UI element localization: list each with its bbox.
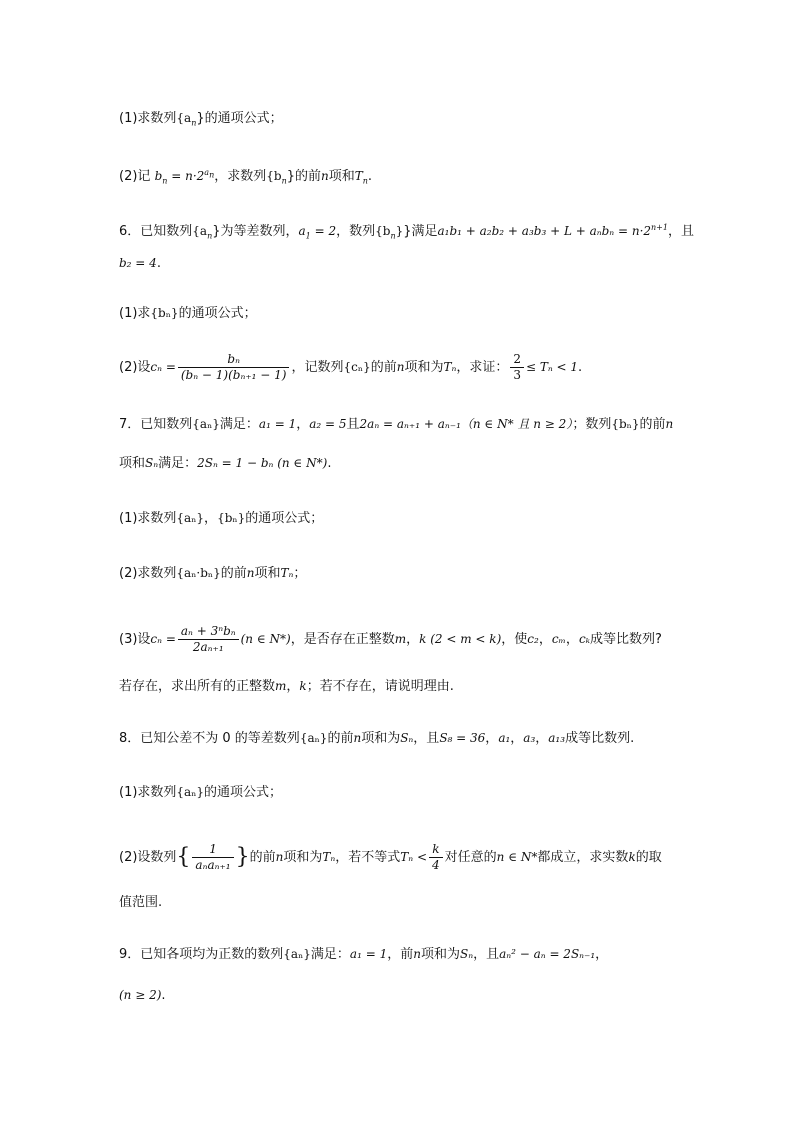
q8-p1tail: 的通项公式；: [204, 785, 283, 800]
q7-cond2: a₂ = 5: [309, 417, 347, 431]
q7-p1b: {bₙ}: [217, 511, 246, 525]
q8-fnum: 1: [192, 842, 233, 858]
q6-p2mid4: ，求证：: [456, 360, 509, 375]
q8-p2n: n: [275, 850, 284, 864]
right-brace-icon: }: [235, 844, 250, 870]
q7-p2: (2)求数列: [119, 566, 177, 581]
q7-p3sep3: ，: [565, 632, 579, 647]
q8-p2T: Tₙ: [322, 850, 336, 864]
q6-a1: $a_1 = 2$: [298, 224, 337, 241]
q8-a13: a₁₃: [548, 731, 566, 745]
q6-seq-a: {$a_n$: [192, 224, 213, 241]
q5-part1-seq-text: {a: [176, 111, 192, 125]
q8-p2mid3: ，若不等式: [335, 850, 401, 865]
q6-b2end: .: [156, 256, 161, 271]
q8-a3: a₃: [523, 731, 536, 745]
q5-b: b: [154, 169, 163, 183]
q6-p2seq: {cₙ}: [343, 360, 371, 374]
q9-t1: 满足：: [310, 947, 350, 962]
q6-two-thirds: [510, 352, 524, 383]
q6-p2T: Tₙ: [443, 360, 457, 374]
q7-t3: ；数列: [572, 417, 612, 432]
q8-a1: a₁: [498, 731, 511, 745]
q7-p3-fraction: [178, 624, 239, 655]
q6-seq-b-text: {b: [375, 224, 391, 238]
q7-line2a: 项和: [119, 456, 146, 471]
q7-part1: [119, 508, 323, 529]
q9-Sn: Sₙ: [459, 947, 474, 961]
q6-seq-a-text: {a: [192, 224, 208, 238]
q8-k-fraction: [429, 842, 443, 873]
q9-n: n: [413, 947, 421, 961]
q6-fnum: 2: [510, 352, 524, 368]
q7-p3line2sep: ，: [286, 679, 300, 694]
q8-sep1: ，: [510, 731, 524, 746]
q7-p3den: 2aₙ₊₁: [192, 640, 224, 654]
q7-p3mid: ，是否存在正整数: [290, 632, 395, 647]
q7-part2: [119, 563, 306, 584]
q6-p1seq: {bₙ}: [150, 306, 179, 320]
q7-p3m: m: [394, 632, 407, 646]
q7-p3end: 成等比数列?: [590, 632, 662, 647]
q9-line1: [119, 944, 608, 965]
q7-p3line2k: k: [299, 679, 307, 693]
q8-t5: 成等比数列.: [565, 731, 635, 746]
q8-kden: 4: [432, 858, 440, 872]
q8-seq: {aₙ}: [299, 731, 328, 745]
q6-p2end: .: [578, 360, 583, 375]
q5-part2-T: $T_n$: [354, 169, 368, 186]
q8-p1seq: {aₙ}: [176, 785, 205, 799]
q7-t2: 且: [346, 417, 360, 432]
q7-cond3: 2aₙ = aₙ₊₁ + aₙ₋₁: [359, 417, 461, 431]
q7-seq-a: {aₙ}: [192, 417, 220, 431]
q6-p1: (1)求: [119, 306, 151, 321]
q9-line2: (n ≥ 2): [119, 988, 162, 1002]
q6-frac-num: bₙ: [178, 352, 290, 368]
q7-p1sep: ，: [204, 511, 218, 526]
q7-p3line2b: ；若不存在，请说明理由.: [306, 679, 454, 694]
q5-part1-label: (1)求数列: [119, 111, 177, 126]
q6-sum: [438, 224, 668, 238]
q7-t1: 满足：: [219, 417, 259, 432]
q7-p3cond: (n ∈ N*): [240, 632, 291, 646]
q6-seq-b: $\{b_n\}$: [375, 224, 404, 241]
q6-p2n: n: [396, 360, 405, 374]
q8-p2mid5: 都成立，求实数: [537, 850, 629, 865]
q5-part2-seq: {$b_n$: [266, 169, 287, 186]
q5-part2-n: n: [321, 169, 329, 183]
q7-line2: [119, 453, 331, 474]
q7-p3mid2: ，使: [501, 632, 528, 647]
q9-line2end: .: [161, 988, 166, 1003]
q7-p1a: {aₙ}: [176, 511, 205, 525]
q8-p2mid2: 项和为: [283, 850, 323, 865]
q8-Sn: Sₙ: [400, 731, 414, 745]
q6-p2mid: ，记数列: [291, 360, 344, 375]
q5-T: T: [354, 169, 363, 183]
q7-head: 7．已知数列: [119, 417, 193, 432]
q8-part2: [119, 838, 662, 877]
q7-seq-b: {bₙ}: [611, 417, 640, 431]
q6-fden: 3: [513, 368, 521, 382]
q7-line2end: .: [327, 456, 332, 471]
q7-p3cm: cₘ: [551, 632, 566, 646]
q8-n: n: [353, 731, 362, 745]
q8-p2end: 的取: [635, 850, 662, 865]
q7-p1tail: 的通项公式；: [245, 511, 324, 526]
q6-frac-den: (bₙ − 1)(bₙ₊₁ − 1): [180, 368, 287, 382]
q8-t4: ，: [485, 731, 499, 746]
q7-part3: [119, 622, 662, 657]
q9-t2: ，前: [387, 947, 414, 962]
q7-cond1: a₁ = 1: [258, 417, 297, 431]
q8-p2mid4: 对任意的: [444, 850, 497, 865]
q9-line2: [119, 985, 166, 1006]
q6-part2: [119, 350, 582, 385]
q6-a1-text: a: [298, 224, 306, 238]
q8-p2: (2)设数列: [119, 850, 177, 865]
q6-cn: cₙ =: [150, 360, 176, 374]
q8-p2ineq: Tₙ <: [400, 850, 428, 864]
q7-p3: (3)设: [119, 632, 151, 647]
q5-part2-tail1: }的前: [286, 169, 321, 184]
q7-line1: [119, 414, 673, 435]
q9-t3: 项和为: [420, 947, 460, 962]
q5-part2: [119, 163, 372, 191]
q7-sep1: ，: [296, 417, 310, 432]
q7-line2b: 满足：: [158, 456, 198, 471]
q7-p2seq: {aₙ·bₙ}: [176, 566, 221, 580]
q7-cond4: （n ∈ N* 且 n ≥ 2）: [460, 417, 573, 431]
q8-t2: 项和为: [361, 731, 401, 746]
q7-p3sep2: ，: [538, 632, 552, 647]
q8-fraction: [192, 842, 233, 873]
q7-p3c2: c₂: [527, 632, 539, 646]
q8-sep2: ，: [535, 731, 549, 746]
q6-t1: }为等差数列，: [212, 224, 299, 239]
q7-p2end: ；: [293, 566, 307, 581]
q6-head: 6．已知数列: [119, 224, 193, 239]
q6-p2mid2: 的前: [370, 360, 397, 375]
q7-p3c: cₙ =: [150, 632, 176, 646]
q6-part1: [119, 303, 257, 324]
q8-fden: aₙaₙ₊₁: [195, 858, 231, 872]
q8-line1: [119, 728, 634, 749]
q8-p2mid: 的前: [249, 850, 276, 865]
q9-t4: ，且: [473, 947, 500, 962]
q6-p2mid3: 项和为: [404, 360, 444, 375]
q6-line2: [119, 253, 161, 274]
q8-part2-line2: [119, 893, 162, 913]
q8-knum: k: [429, 842, 443, 858]
q8-part1: [119, 782, 282, 803]
q7-p2n: n: [246, 566, 255, 580]
q5-part2-end: .: [367, 169, 373, 184]
q8-p1: (1)求数列: [119, 785, 177, 800]
q7-p3sep: ，: [406, 632, 420, 647]
q6-p2: (2)设: [119, 360, 151, 375]
q8-S8: S₈ = 36: [439, 731, 486, 745]
q6-p1tail: 的通项公式；: [178, 306, 257, 321]
q5-part2-mid: ，求数列: [214, 169, 267, 184]
q8-p2k: k: [628, 850, 636, 864]
q7-part3-line2: [119, 676, 454, 697]
q6-a1v: = 2: [310, 224, 337, 238]
q5-eq: = n·2: [167, 169, 205, 183]
q5-part2-tail2: 项和: [328, 169, 355, 184]
q9-head: 9．已知各项均为正数的数列: [119, 947, 284, 962]
q7-p3line2a: 若存在，求出所有的正整数: [119, 679, 276, 694]
q7-p2mid2: 项和: [254, 566, 281, 581]
q5-seqb: {b: [266, 169, 282, 183]
q8-p2cond: n ∈ N*: [496, 850, 538, 864]
q9-seq: {aₙ}: [283, 947, 311, 961]
q5-part1-seq: {$a_n$: [176, 111, 197, 128]
q7-p3k: k (2 < m < k): [419, 632, 502, 646]
q7-p2mid: 的前: [220, 566, 247, 581]
q7-p2T: Tₙ: [280, 566, 294, 580]
q5-part1-tail: }的通项公式；: [196, 111, 283, 126]
q9-a1: a₁ = 1: [349, 947, 388, 961]
q9-t5: ，: [595, 947, 609, 962]
left-brace-icon: {: [176, 844, 191, 870]
q9-cond: aₙ² − aₙ = 2Sₙ₋₁: [499, 947, 596, 961]
q6-ineq: ≤ Tₙ < 1: [525, 360, 579, 374]
q7-n: n: [665, 417, 674, 431]
q7-p3line2m: m: [275, 679, 287, 693]
q8-head: 8．已知公差不为 0 的等差数列: [119, 731, 300, 746]
q5-part2-formula: $b_n = n\cdot 2^{a_n}$: [154, 168, 215, 186]
q6-t4: ，且: [667, 224, 694, 239]
q6-sum-exp: n+1: [651, 223, 668, 232]
q7-Sn: Sₙ: [145, 456, 159, 470]
q7-p1: (1)求数列: [119, 511, 177, 526]
q5-part1: [119, 108, 283, 133]
q7-p3num: aₙ + 3ⁿbₙ: [178, 624, 239, 640]
q7-cond5: 2Sₙ = 1 − bₙ (n ∈ N*): [197, 456, 328, 470]
q6-b2: b₂ = 4: [119, 256, 157, 270]
q6-fraction: [178, 352, 290, 383]
q7-p3ck: cₖ: [578, 632, 591, 646]
q5-exp: a: [204, 168, 210, 177]
q6-t3: }满足: [403, 224, 438, 239]
q6-line1: [119, 218, 694, 246]
q8-p2line2: 值范围.: [119, 895, 163, 910]
q5-part2-label: (2)记: [119, 169, 151, 184]
q8-t3: ，且: [413, 731, 440, 746]
q8-t1: 的前: [327, 731, 354, 746]
q7-t4: 的前: [639, 417, 666, 432]
q6-t2: ，数列: [336, 224, 376, 239]
q6-sum-text: a₁b₁ + a₂b₂ + a₃b₃ + L + aₙbₙ = n·2: [437, 224, 652, 238]
